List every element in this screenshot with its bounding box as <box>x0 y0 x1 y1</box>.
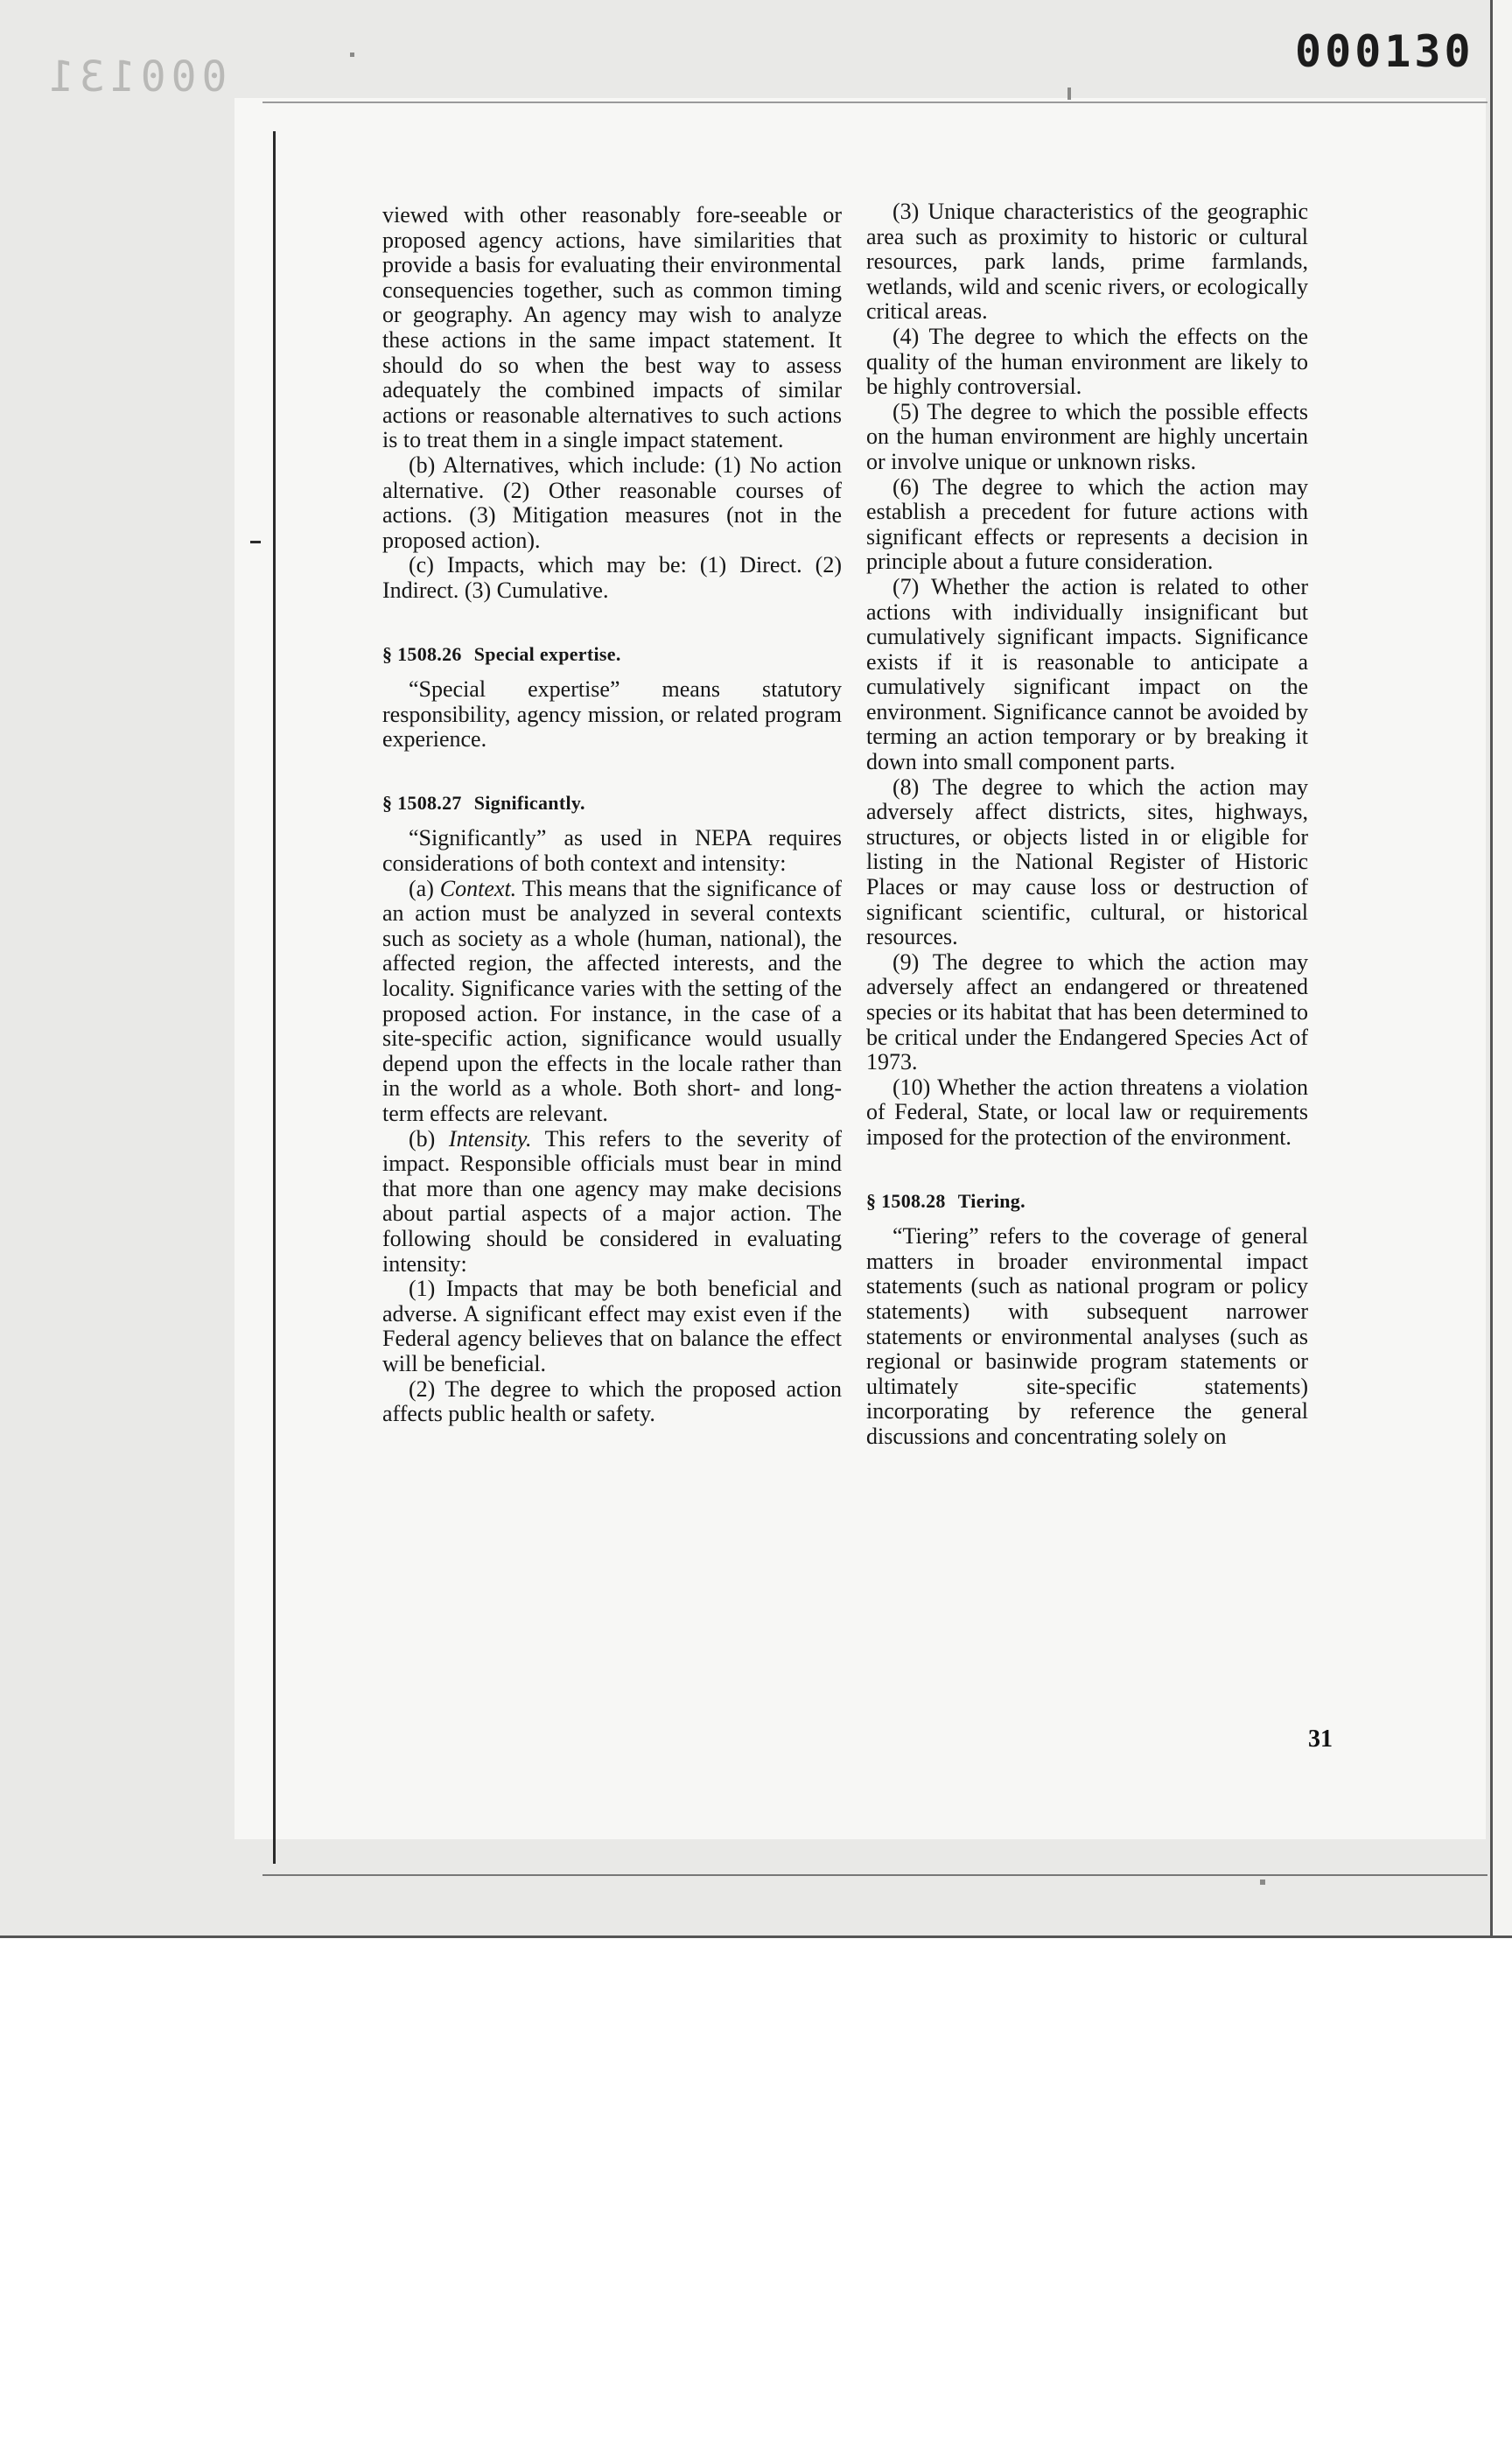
binding-line <box>273 131 276 1864</box>
paragraph: viewed with other reasonably fore-seeable or proposed agency actions, have similarities that provide a basis for evaluating their environmental consequencies together, such as common timing or geography. An agency may wish to analyze these actions in the same impact statement. It should do so when the best way to assess adequately the combined impacts of similar actions or reasonable alternatives to such actions is to treat them in a single impact statement. <box>382 202 842 453</box>
paragraph: (6) The degree to which the action may establish a precedent for future actions with significant effects or represents a decision in principle about a future consideration. <box>866 473 1308 575</box>
section-heading <box>382 791 842 816</box>
section-heading <box>866 1189 1308 1214</box>
defined-term: Context. <box>439 875 517 901</box>
section-heading <box>382 642 842 668</box>
scan-edge-bottom <box>0 1936 1512 1938</box>
paragraph-text: This refers to the severity of impact. Responsible officials must bear in mind that more than one agency may make decisions about partial aspects of a major action. The following should be considered in evaluating intensity: <box>382 1125 842 1277</box>
paragraph: “Special expertise” means statutory responsibility, agency mission, or related program experience. <box>382 676 842 752</box>
paragraph: (c) Impacts, which may be: (1) Direct. (2) Indirect. (3) Cumulative. <box>382 552 842 603</box>
section-title: Tiering. <box>957 1189 1026 1212</box>
section-number: § 1508.27 <box>382 791 462 814</box>
bates-stamp-left: 000131 <box>44 52 228 102</box>
paragraph: (b) Alternatives, which include: (1) No action alternative. (2) Other reasonable courses of actions. (3) Mitigation measures (not in the proposed action). <box>382 452 842 553</box>
paragraph <box>382 1127 842 1278</box>
page-number: 31 <box>1308 1726 1333 1753</box>
paragraph: (7) Whether the action is related to other actions with individually insignificant but cumulatively significant impacts. Significance exists if it is reasonable to anticipate a cumulatively significant impact on the environment. Significance cannot be avoided by terming an action temporary or by breaking it down into small component parts. <box>866 573 1308 775</box>
section-number: § 1508.28 <box>866 1189 946 1212</box>
speck <box>1068 88 1071 100</box>
paragraph: (9) The degree to which the action may adversely affect an endangered or threatened species or its habitat that has been determined to be critical under the Endangered Species Act of 1973. <box>866 948 1308 1075</box>
paragraph: (10) Whether the action threatens a violation of Federal, State, or local law or requirements imposed for the protection of the environment. <box>866 1074 1308 1150</box>
right-column <box>866 200 1308 1450</box>
defined-term: Intensity. <box>448 1125 532 1152</box>
bates-stamp-right: 000130 <box>1295 26 1474 77</box>
speck <box>1260 1880 1265 1885</box>
section-number: § 1508.26 <box>382 642 462 665</box>
binding-tick <box>250 541 261 543</box>
paragraph: “Significantly” as used in NEPA requires considerations of both context and intensity: <box>382 825 842 877</box>
paragraph-text: This means that the significance of an action must be analyzed in several contexts such as society as a whole (human, national), the affected region, the affected interests, and the locality. Significance varies with the setting of the proposed action. For instance, in the case of a site-specific action, significance would usually depend upon the effects in the locale rather than in the world as a whole. Both short- and long-term effects are relevant. <box>382 875 842 1126</box>
paragraph: (1) Impacts that may be both beneficial and adverse. A significant effect may exist even if the Federal agency believes that on balance the effect will be beneficial. <box>382 1276 842 1376</box>
paragraph: “Tiering” refers to the coverage of general matters in broader environmental impact statements (such as national program or policy statements) with subsequent narrower statements or environmental analyses (such as regional or basinwide program statements or ultimately site-specific statements) incorporating by reference the general discussions and concentrating solely on <box>866 1223 1308 1449</box>
paragraph: (2) The degree to which the proposed action affects public health or safety. <box>382 1376 842 1427</box>
left-column <box>382 203 842 1427</box>
paragraph: (3) Unique characteristics of the geographic area such as proximity to historic or cultural resources, park lands, prime farmlands, wetlands, wild and scenic rivers, or ecologically critical areas. <box>866 199 1308 325</box>
paragraph: (8) The degree to which the action may adversely affect districts, sites, highways, structures, or objects listed in or eligible for listing in the National Register of Historic Places or may cause loss or destruction of significant scientific, cultural, or historical resources. <box>866 774 1308 950</box>
speck <box>350 52 354 57</box>
section-title: Significantly. <box>473 791 585 814</box>
scan-edge-right <box>1490 0 1512 1938</box>
top-rule <box>262 102 1488 103</box>
paragraph <box>382 877 842 1127</box>
paragraph-label: (b) <box>409 1125 449 1152</box>
bottom-rule <box>262 1874 1488 1876</box>
section-title: Special expertise. <box>473 642 621 665</box>
paragraph-label: (a) <box>409 875 440 901</box>
paragraph: (5) The degree to which the possible effects on the human environment are highly uncertain or involve unique or unknown risks. <box>866 398 1308 474</box>
paragraph: (4) The degree to which the effects on the quality of the human environment are likely to be highly controversial. <box>866 323 1308 400</box>
